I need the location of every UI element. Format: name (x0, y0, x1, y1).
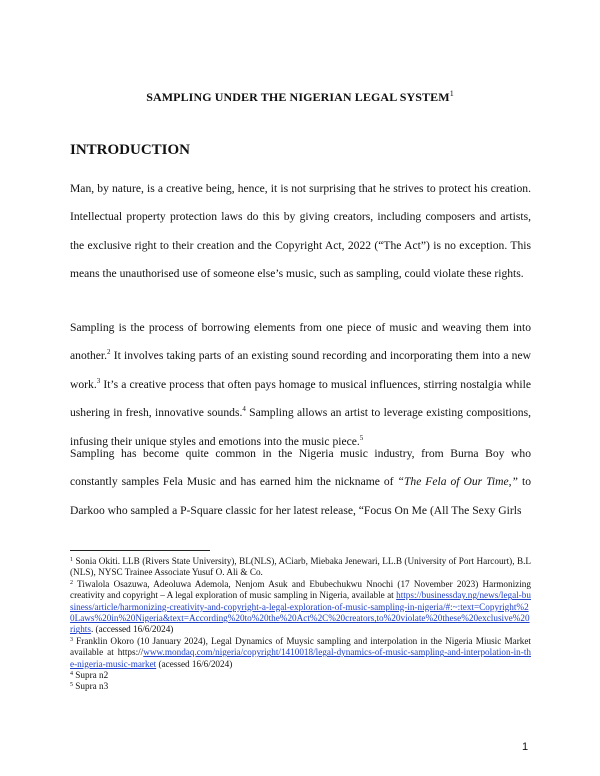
footnote-2-text: Tiwalola Osazuwa, Adeoluwa Ademola, Nenjom Asuk and Ebubechukwu Nnochi (17 November 2023) Harmonizing creativity and copyright – A legal exploration of music sampling in Nigeria, available at (70, 578, 531, 601)
footnotes (70, 556, 531, 693)
document-title (0, 89, 600, 105)
footnote-1-number: 1 (70, 557, 73, 563)
paragraph-3-text (70, 440, 531, 525)
page-number: 1 (522, 741, 529, 753)
footnote-2 (70, 579, 531, 636)
paragraph-3 (70, 440, 531, 525)
paragraph-3-italic-nickname: “The Fela of Our Time,” (397, 475, 519, 489)
paragraph-2-sentence-2: It involves taking parts of an existing sound recording and incorporating them into a new work. (70, 349, 531, 391)
paragraph-2-sentence-4: Sampling allows an artist to leverage existing compositions, infusing their unique styles and emotions into the music piece. (70, 406, 531, 448)
footnote-3-number: 3 (70, 636, 73, 643)
paragraph-2-sentence-3: It’s a creative process that often pays homage to musical influences, stirring nostalgia while ushering in fresh, innovative sounds. (70, 377, 531, 420)
paragraph-2 (70, 314, 531, 456)
footnote-ref-3[interactable]: 3 (96, 376, 101, 385)
paragraph-3-part-1: Sampling has become quite common in the Nigeria music industry, from Burna Boy who constantly samples Fela Music and has earned him the nickname of (70, 447, 531, 489)
footnote-separator (70, 550, 210, 551)
footnote-4-number: 4 (70, 671, 73, 678)
paragraph-1 (70, 175, 531, 289)
footnote-2-accessed: . (accessed 16/6/2024) (90, 624, 174, 635)
footnote-4 (70, 670, 531, 681)
footnote-5-number: 5 (70, 682, 73, 689)
footnote-ref-4[interactable]: 4 (242, 405, 246, 414)
footnote-3-link[interactable]: www.mondaq.com/nigeria/copyright/1410018/legal-dynamics-of-music-sampling-and-interpolation-in-the-nigeria-music-market (70, 647, 531, 669)
paragraph-3-part-2: to Darkoo who sampled a P-Square classic for her latest release, “Focus On Me (All The Sexy Girls (70, 475, 531, 517)
section-heading-introduction: INTRODUCTION (70, 142, 191, 158)
title-footnote-ref[interactable]: 1 (449, 89, 454, 98)
footnote-1 (70, 556, 531, 579)
document-title-text: SAMPLING UNDER THE NIGERIAN LEGAL SYSTEM (146, 90, 450, 104)
footnote-5 (70, 681, 531, 692)
footnote-ref-2[interactable]: 2 (107, 348, 111, 357)
footnote-ref-5[interactable]: 5 (359, 433, 364, 442)
footnote-2-number: 2 (70, 579, 73, 586)
paragraph-2-sentence-1: Sampling is the process of borrowing elements from one piece of music and weaving them into another. (70, 321, 531, 363)
footnote-3 (70, 636, 531, 670)
paragraph-1-text: Man, by nature, is a creative being, hence, it is not surprising that he strives to protect his creation. Intellectual property protection laws do this by giving creators, including composers and artists, the exclusive right to their creation and the Copyright Act, 2022 (“The Act”) is no exception. This means the unauthorised use of someone else’s music, such as sampling, could violate these rights. (70, 182, 531, 281)
footnote-2-link[interactable]: https://businessday.ng/news/legal-business/article/harmonizing-creativity-and-copyright-a-legal-exploration-of-music-sampling-in-nigeria/#:~:text=Copyright%20Laws%20in%20Nigeria&text=According%20to%20the%20Act%2C%20creators,to%20violate%20these%20exclusive%20rights (70, 590, 531, 635)
footnote-5-text: Supra n3 (73, 681, 109, 692)
footnote-3-text: Franklin Okoro (10 January 2024), Legal Dynamics of Muysic sampling and interpolation in the Nigeria Miusic Market available at https:// (70, 635, 531, 658)
footnote-3-accessed: (acessed 16/6/2024) (156, 658, 233, 669)
footnote-1-text: Sonia Okiti. LLB (Rivers State University), BL(NLS), ACiarb, Miebaka Jenewari, LL.B (University of Port Harcourt), B.L (NLS), NYSC Trainee Associate Yusuf O. Ali & Co. (70, 556, 531, 578)
paragraph-2-text (70, 314, 531, 456)
footnote-4-text: Supra n2 (73, 670, 109, 681)
